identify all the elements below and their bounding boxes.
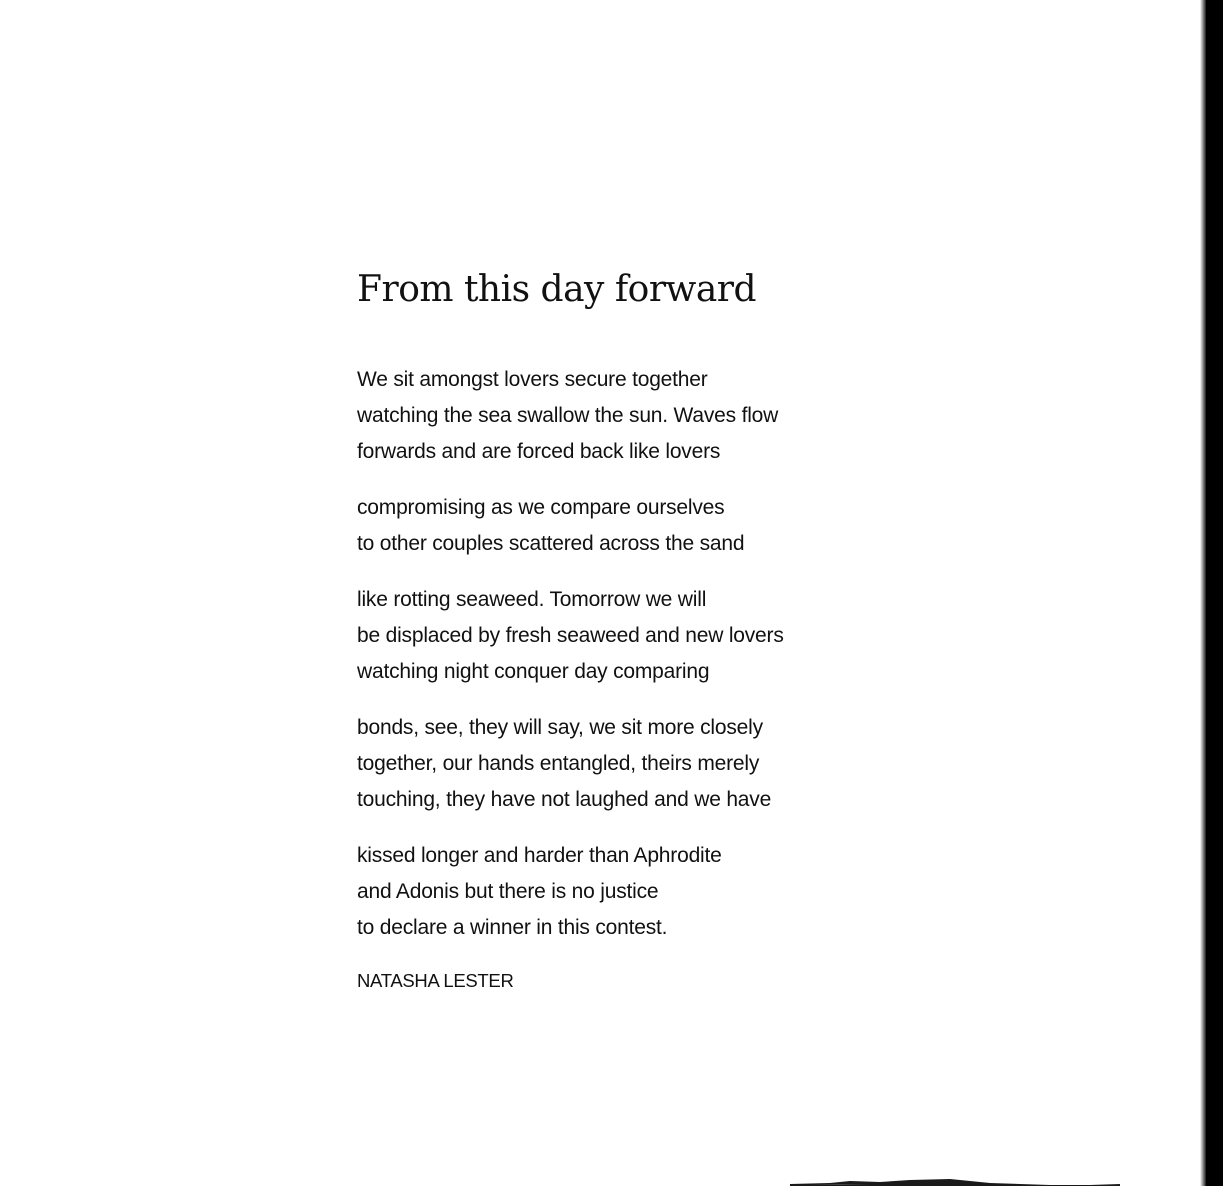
- stanza-5: [357, 838, 917, 946]
- stanza-3: [357, 582, 917, 690]
- poem-line: touching, they have not laughed and we have: [357, 788, 772, 811]
- stanza-2: [357, 490, 917, 562]
- stanza-4: [357, 710, 917, 818]
- poem-line: compromising as we compare ourselves: [357, 496, 725, 519]
- poem-line: and Adonis but there is no justice: [357, 880, 659, 903]
- poem-line: watching the sea swallow the sun. Waves flow: [357, 404, 779, 427]
- poem-author: NATASHA LESTER: [357, 970, 514, 991]
- poem-line: to other couples scattered across the sand: [357, 532, 745, 555]
- poem-line: be displaced by fresh seaweed and new lovers: [357, 624, 784, 647]
- stanza-1: [357, 362, 917, 470]
- poem-line: kissed longer and harder than Aphrodite: [357, 844, 722, 867]
- scan-edge-shadow: [1203, 0, 1223, 1186]
- poem-line: watching night conquer day comparing: [357, 660, 710, 683]
- poem-line: together, our hands entangled, theirs merely: [357, 752, 760, 775]
- poem-line: forwards and are forced back like lovers: [357, 440, 721, 463]
- poem-title: From this day forward: [357, 269, 757, 310]
- poem-line: We sit amongst lovers secure together: [357, 368, 708, 391]
- poem-line: bonds, see, they will say, we sit more closely: [357, 716, 763, 739]
- poem: [357, 262, 917, 996]
- poem-line: like rotting seaweed. Tomorrow we will: [357, 588, 707, 611]
- scan-smudge-mark: [790, 1175, 1120, 1186]
- poem-line: to declare a winner in this contest.: [357, 916, 668, 939]
